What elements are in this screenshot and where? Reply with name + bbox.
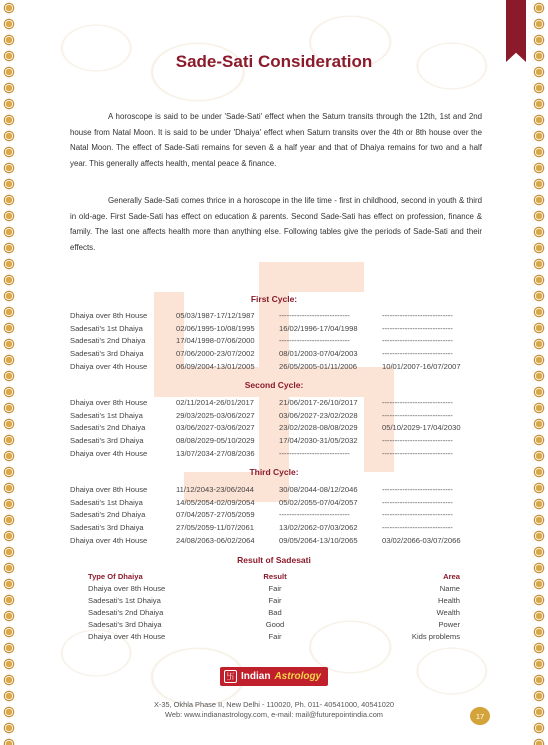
cycle-title-second: Second Cycle: [244, 380, 304, 390]
intro-paragraph: A horoscope is said to be under 'Sade-Sati' effect when the Saturn transits through the 12th, 1st and 2nd house from Natal Moon. It is said to be under 'Dhaiya' effect when Saturn transits over the 4th or 8th house over the Natal Moon. The effect of Sade-Sati remains for seven & a half year and that of Dhaiya remains for two and a half year. This generally affects health, mental peace & finance. [70, 112, 482, 168]
cycles-paragraph: Generally Sade-Sati comes thrice in a horoscope in the life time - first in childhood, second in youth & third in old-age. First Sade-Sati has effect on education & parents. Second Sade-Sati has effect on profession, finance & family. The last one affects health more than anything else. Following tables give the periods of Sade-Sati and their effects. [70, 196, 482, 252]
table-row: Dhaiya over 8th House 02/11/2014-26/01/2017 21/06/2017-26/10/2017 ---------------------------- [70, 398, 453, 407]
result-table-header: Type Of Dhaiya Result Area [88, 572, 460, 581]
cycle-table-third [70, 485, 490, 548]
table-row: Dhaiya over 4th House 06/09/2004-13/01/2005 26/05/2005-01/11/2006 10/01/2007-16/07/2007 [70, 361, 461, 371]
cycle-title-first: First Cycle: [250, 294, 298, 304]
table-row: Dhaiya over 8th House 05/03/1987-17/12/1987 ---------------------------- ---------------------------- [70, 311, 453, 320]
table-row: Sadesati's 1st Dhaiya 02/06/1995-10/08/1995 16/02/1996-17/04/1998 ---------------------------- [70, 323, 453, 333]
table-row: Sadesati's 3rd Dhaiya 08/08/2029-05/10/2029 17/04/2030-31/05/2032 ---------------------------- [70, 436, 453, 446]
table-row: Dhaiya over 4th House Fair Kids problems [88, 632, 460, 641]
table-row: Sadesati's 3rd Dhaiya 27/05/2059-11/07/2061 13/02/2062-07/03/2062 ---------------------------- [70, 523, 453, 533]
logo-word-indian: Indian [241, 671, 271, 682]
table-row: Sadesati's 2nd Dhaiya 03/06/2027-03/06/2027 23/02/2028-08/08/2029 05/10/2029-17/04/2030 [70, 423, 461, 433]
table-row: Sadesati's 1st Dhaiya Fair Health [88, 596, 460, 605]
cycle-title-third: Third Cycle: [249, 467, 299, 477]
footer-web: Web: www.indianastrology.com, e-mail: mail@futurepointindia.com [165, 710, 383, 719]
table-row: Sadesati's 1st Dhaiya 14/05/2054-02/09/2054 05/02/2055-07/04/2057 ---------------------------- [70, 497, 453, 507]
table-row: Sadesati's 2nd Dhaiya Bad Wealth [88, 608, 460, 617]
table-row: Dhaiya over 4th House 13/07/2034-27/08/2036 ---------------------------- ---------------------------- [70, 448, 453, 458]
footer-address: X-35, Okhla Phase II, New Delhi - 110020, Ph. 011- 40541000, 40541020 [153, 700, 395, 709]
table-row: Dhaiya over 8th House 11/12/2043-23/06/2044 30/08/2044-08/12/2046 ---------------------------- [70, 485, 453, 494]
page-number: 17 [470, 707, 490, 725]
logo-word-astrology: Astrology [274, 671, 322, 682]
table-row: Dhaiya over 8th House Fair Name [88, 584, 460, 593]
table-row: Sadesati's 3rd Dhaiya 07/06/2000-23/07/2002 08/01/2003-07/04/2003 ---------------------------- [70, 349, 453, 359]
cycle-table-second [70, 398, 490, 461]
table-row: Sadesati's 2nd Dhaiya 17/04/1998-07/06/2000 ---------------------------- ---------------------------- [70, 336, 453, 346]
page-title: Sade-Sati Consideration [175, 52, 373, 71]
table-row: Sadesati's 3rd Dhaiya Good Power [88, 620, 460, 629]
logo-mark-icon: 卐 [224, 670, 237, 683]
table-row: Sadesati's 1st Dhaiya 29/03/2025-03/06/2027 03/06/2027-23/02/2028 ---------------------------- [70, 410, 453, 420]
decorative-border-right [532, 0, 546, 745]
indian-astrology-logo [220, 667, 328, 686]
result-table [88, 572, 460, 644]
table-row: Sadesati's 2nd Dhaiya 07/04/2057-27/05/2059 ---------------------------- ---------------------------- [70, 510, 453, 520]
cycle-table-first [70, 311, 490, 374]
result-title: Result of Sadesati [237, 555, 311, 565]
table-row: Dhaiya over 4th House 24/08/2063-06/02/2064 09/05/2064-13/10/2065 03/02/2066-03/07/2066 [70, 535, 461, 545]
decorative-border-left [2, 0, 16, 745]
